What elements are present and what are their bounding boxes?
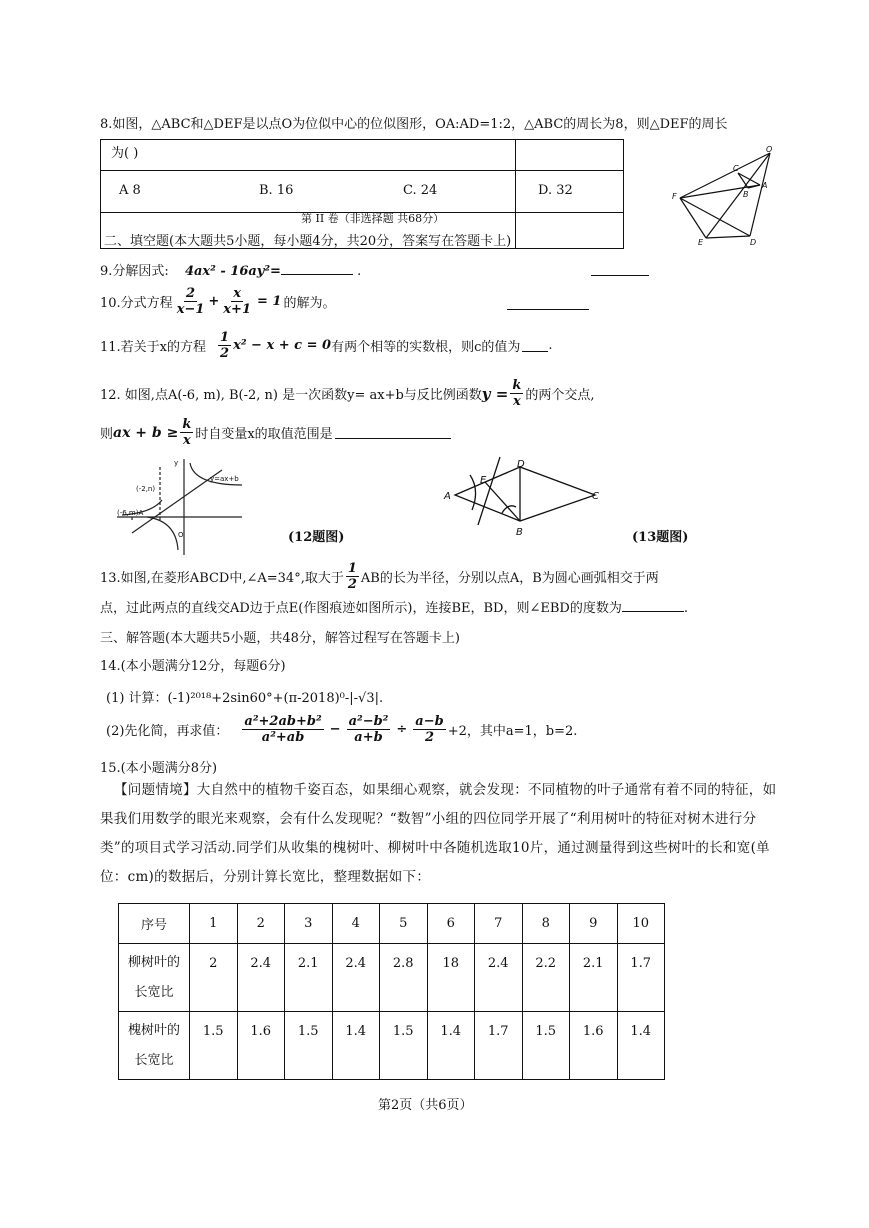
table-cell: 2 bbox=[190, 944, 238, 1012]
fig13-rhombus bbox=[440, 455, 610, 545]
q14-part2-a: (2)先化简，再求值： bbox=[106, 724, 229, 739]
q8-option-c: C. 24 bbox=[403, 183, 438, 198]
q13-line1 bbox=[100, 561, 659, 592]
q10-plus: + bbox=[208, 294, 220, 309]
table-cell: 1.6 bbox=[237, 1012, 285, 1080]
q12-line1 bbox=[100, 378, 594, 409]
q11-prefix: 11.若关于x的方程 bbox=[100, 340, 207, 355]
q14-frac2: $\frac{\text{a²−b²}}{a+b}$ bbox=[348, 714, 389, 745]
q11-answer-blank bbox=[522, 339, 548, 352]
table-cell: 2.1 bbox=[570, 944, 618, 1012]
q13-line1-b: AB的长为半径，分别以点A，B为圆心画弧相交于两 bbox=[360, 571, 659, 586]
q8-text: 8.如图，△ABC和△DEF是以点O为位似中心的位似图形，OA:AD=1:2，△ABC的周长为8，则△DEF的周长 bbox=[100, 117, 728, 132]
q14-part2-b: +2，其中a=1，b=2. bbox=[447, 724, 578, 739]
fig13-caption: (13题图) bbox=[632, 530, 689, 545]
q12-line2-expr: ax + b ≥ bbox=[113, 424, 179, 441]
q11-frac: $\frac{1}{2}$ bbox=[220, 330, 230, 361]
table-cell: 2.2 bbox=[522, 944, 570, 1012]
fig13-label-c: C bbox=[592, 491, 599, 502]
table-cell: 1.5 bbox=[285, 1012, 333, 1080]
q8-figure bbox=[670, 143, 790, 248]
q13-line1-a: 13.如图,在菱形ABCD中,∠A=34°,取大于 bbox=[100, 571, 344, 586]
q13-line2-end: . bbox=[683, 601, 688, 616]
table-header-cell: 9 bbox=[570, 904, 618, 944]
q12-frac1: $\frac{k}{x}$ bbox=[512, 378, 522, 409]
fig12-label-y: y bbox=[174, 459, 179, 467]
table-header-cell: 8 bbox=[522, 904, 570, 944]
q13-line2 bbox=[100, 597, 688, 616]
q14-part1: (1) 计算：(-1)²⁰¹⁸+2sin60°+(π-2018)⁰-|-√3|. bbox=[106, 691, 384, 706]
q11-end: . bbox=[548, 338, 553, 353]
q13-answer-blank bbox=[622, 599, 684, 612]
q12-line1-y: y = bbox=[481, 384, 509, 403]
page-footer: 第2页（共6页） bbox=[378, 1098, 473, 1113]
fig13-label-b: B bbox=[516, 527, 523, 538]
section2-small-title: 第 II 卷（非选择题 共68分） bbox=[301, 212, 445, 225]
q13-line2-text: 点，过此两点的直线交AD边于点E(作图痕迹如图所示)，连接BE，BD，则∠EBD的度数为 bbox=[100, 601, 622, 616]
q9-prefix: 9.分解因式: bbox=[100, 264, 169, 279]
table-cell: 2.4 bbox=[332, 944, 380, 1012]
table-cell: 1.4 bbox=[332, 1012, 380, 1080]
table-header-cell: 2 bbox=[237, 904, 285, 944]
q10-frac2: $\frac{x}{x+1}$ bbox=[223, 286, 251, 317]
q10-frac1: $\frac{2}{x-1}$ bbox=[176, 286, 205, 317]
fig12-caption: (12题图) bbox=[288, 530, 345, 545]
q12-line2 bbox=[100, 417, 451, 448]
q12-line1-b: 的两个交点, bbox=[525, 388, 595, 403]
fig12-graph bbox=[112, 455, 272, 560]
table-header-cell: 6 bbox=[427, 904, 475, 944]
q14-title: 14.(本小题满分12分，每题6分) bbox=[100, 659, 286, 674]
table-cell: 1.4 bbox=[427, 1012, 475, 1080]
fig13-label-e: E bbox=[480, 475, 487, 486]
table-row-willow bbox=[119, 944, 665, 1012]
q15-paragraph: 【问题情境】大自然中的植物千姿百态，如果细心观察，就会发现：不同植物的叶子通常有着不同的特征，如果我们用数学的眼光来观察，会有什么发现呢？“数智”小组的四位同学开展了“利用树叶的特征对树木进行分类”的项目式学习活动.同学们从收集的槐树叶、柳树叶中各随机选取10片，通过测量得到这些树叶的长和宽(单位：cm)的数据后，分别计算长宽比，整理数据如下： bbox=[100, 782, 777, 885]
fig12-label-line: y=ax+b bbox=[210, 475, 239, 483]
q13-frac: $\frac{1}{2}$ bbox=[347, 561, 357, 592]
table-row-label: 柳树叶的 长宽比 bbox=[119, 944, 190, 1012]
q10-side-blank bbox=[507, 297, 589, 310]
fig8-label-a: A bbox=[762, 181, 768, 190]
q10 bbox=[100, 286, 335, 317]
q11-expr: x² − x + c = 0 bbox=[233, 338, 332, 353]
table-header-cell: 5 bbox=[380, 904, 428, 944]
table-cell: 2.4 bbox=[475, 944, 523, 1012]
table-cell: 1.5 bbox=[522, 1012, 570, 1080]
q10-suffix: 的解为。 bbox=[283, 296, 336, 311]
table-cell: 1.5 bbox=[380, 1012, 428, 1080]
table-row-locust bbox=[119, 1012, 665, 1080]
q12-answer-blank bbox=[335, 426, 451, 439]
table-header-row bbox=[119, 904, 665, 944]
section2-title: 二、填空题(本大题共5小题，每小题4分，共20分，答案写在答题卡上) bbox=[104, 234, 512, 249]
table-cell: 2.4 bbox=[237, 944, 285, 1012]
q12-line2-b: 时自变量x的取值范围是 bbox=[195, 427, 333, 442]
q14-part2 bbox=[106, 714, 577, 745]
table-cell: 18 bbox=[427, 944, 475, 1012]
q9-expr: 4ax² - 16ay²= bbox=[184, 264, 281, 279]
q9-suffix: . bbox=[352, 264, 362, 279]
fig13-label-d: D bbox=[517, 459, 525, 470]
table-header-cell: 1 bbox=[190, 904, 238, 944]
section3-title: 三、解答题(本大题共5小题，共48分，解答过程写在答题卡上) bbox=[100, 631, 460, 646]
fig12-label-origin: O bbox=[178, 531, 184, 539]
q12-frac2: $\frac{k}{x}$ bbox=[182, 417, 192, 448]
table-header-cell: 10 bbox=[617, 904, 665, 944]
q15-title: 15.(本小题满分8分) bbox=[100, 761, 218, 776]
q9 bbox=[100, 260, 361, 279]
table-row-label: 槐树叶的 长宽比 bbox=[119, 1012, 190, 1080]
table-header-cell: 3 bbox=[285, 904, 333, 944]
table-cell: 1.5 bbox=[190, 1012, 238, 1080]
q8-tail: 为( ) bbox=[111, 146, 139, 161]
fig13-label-a: A bbox=[444, 491, 451, 502]
fig8-label-o: O bbox=[766, 145, 773, 154]
table-cell: 1.6 bbox=[570, 1012, 618, 1080]
fig12-label-b: (-2,n) bbox=[136, 485, 156, 493]
q12-line2-a: 则 bbox=[100, 427, 114, 442]
q8-option-b: B. 16 bbox=[259, 183, 294, 198]
q14-minus: − bbox=[329, 722, 341, 737]
table-cell: 1.7 bbox=[475, 1012, 523, 1080]
q11-suffix: 有两个相等的实数根，则c的值为 bbox=[331, 340, 521, 355]
leaf-ratio-table bbox=[118, 903, 665, 1080]
table-cell: 1.7 bbox=[617, 944, 665, 1012]
fig8-label-b: B bbox=[743, 190, 749, 199]
q9-answer-blank bbox=[281, 262, 353, 275]
fig8-label-d: D bbox=[750, 238, 757, 247]
q9-side-blank bbox=[591, 263, 649, 276]
q12-line1-a: 12. 如图,点A(-6, m), B(-2, n) 是一次函数y= ax+b与反比例函数 bbox=[100, 388, 482, 403]
table-header-cell: 序号 bbox=[119, 904, 190, 944]
q11 bbox=[100, 330, 552, 361]
table-header-cell: 7 bbox=[475, 904, 523, 944]
table-cell: 2.8 bbox=[380, 944, 428, 1012]
q10-eq: = 1 bbox=[257, 294, 282, 309]
fig8-label-f: F bbox=[672, 192, 677, 201]
q14-frac3: $\frac{a-b}{2}$ bbox=[415, 714, 444, 745]
fig8-label-e: E bbox=[698, 238, 704, 247]
q8-option-a: A 8 bbox=[119, 183, 141, 198]
table-cell: 2.1 bbox=[285, 944, 333, 1012]
fig12-label-a: (-6,m)A bbox=[117, 509, 144, 517]
q14-frac1: $\frac{\text{a²+2ab+b²}}{\text{a²+ab}}$ bbox=[244, 714, 322, 745]
q14-div: ÷ bbox=[396, 722, 408, 737]
fig8-label-c: C bbox=[733, 164, 739, 173]
q10-prefix: 10.分式方程 bbox=[100, 296, 173, 311]
q8-option-d: D. 32 bbox=[538, 183, 573, 198]
table-header-cell: 4 bbox=[332, 904, 380, 944]
table-cell: 1.4 bbox=[617, 1012, 665, 1080]
q8-choice-table bbox=[100, 139, 624, 249]
